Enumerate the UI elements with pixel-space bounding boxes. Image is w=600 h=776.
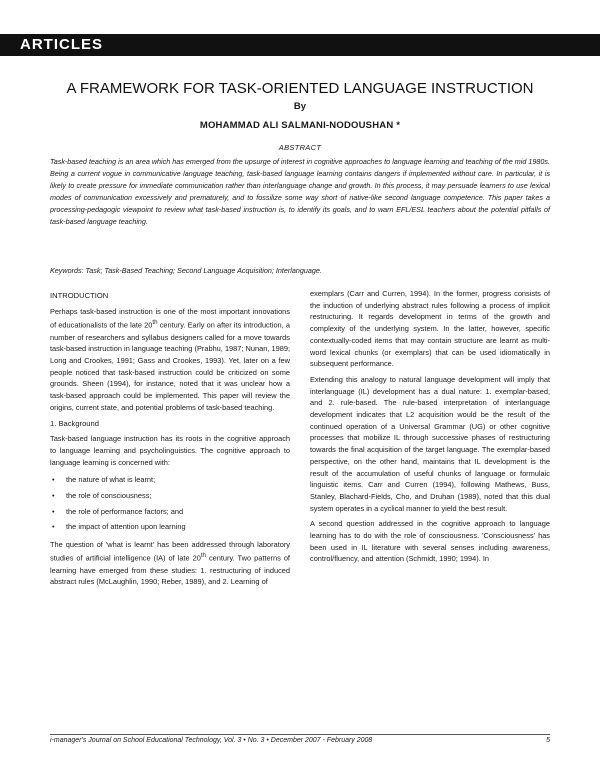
page-number: 5 <box>546 737 550 744</box>
list-item <box>50 519 290 535</box>
introduction-text-part1: Perhaps task-based instruction is one of the most important innovations of educationalists of the late 20 <box>50 306 290 330</box>
abstract-text: Task-based teaching is an area which has emerged from the upsurge of interest in cognitive approaches to language learning and teaching of the mid 1980s. Being a current vogue in communicative language teaching, task-based language learning contains dangers if implemented without care. In particular, it is likely to create pressure for immediate communication rather than interlanguage change and growth. In this process, it may persuade learners to use lexical modes of communication excessively and prematurely, and to fossilize some way short of native-like second language competence. This paper takes a processing-pedagogic viewpoint to review what task-based instruction is, to identify its goals, and to warn EFL/ESL teachers about the potential pitfalls of task-based language teaching. <box>50 157 550 226</box>
footer-divider <box>50 734 550 735</box>
article-title: A FRAMEWORK FOR TASK-ORIENTED LANGUAGE INSTRUCTION <box>66 80 534 97</box>
bullet-icon: • <box>52 522 55 532</box>
bullet-icon: • <box>52 475 55 485</box>
section-label: ARTICLES <box>20 36 103 53</box>
list-item-text: the role of consciousness; <box>66 490 152 500</box>
introduction-text-part2: century. Early on after its introduction, a number of researchers and syllabus designers called for a move towards task-based instruction in language teaching (Prabhu, 1987; Nunan, 1989; Long and Crookes, 1991; Gass and Crookes, 1993). Yet, later on a few people noticed that task-based instruction could be criticized on some grounds. Sheen (1994), for instance, noted that it was unclear how a task-based approach could be implemented. This paper will review the origins, current state, and potential problems of task-based teaching. <box>50 320 290 412</box>
list-item <box>50 472 290 488</box>
list-item-text: the role of performance factors; and <box>66 506 184 516</box>
bullet-icon: • <box>52 490 55 500</box>
what-is-learnt-text-part1: The question of 'what is learnt' has been addressed through laboratory studies of artificial intelligence (IA) of late 20 <box>50 539 290 563</box>
bullet-icon: • <box>52 506 55 516</box>
background-heading: 1. Background <box>50 418 99 428</box>
what-is-learnt-superscript: th <box>200 552 206 560</box>
cognitive-approach-list <box>50 472 290 534</box>
list-item-text: the nature of what is learnt; <box>66 475 156 485</box>
introduction-paragraph <box>50 306 290 414</box>
introduction-superscript: th <box>152 319 158 327</box>
list-item-text: the impact of attention upon learning <box>66 522 186 532</box>
list-item <box>50 504 290 520</box>
what-is-learnt-text-part2: century. Two patterns of learning have emerged from these studies: 1. restructuring of induced abstract rules (McLaughlin, 1990; Reber, 1989), and 2. Learning of <box>50 553 290 587</box>
byline-by: By <box>293 101 307 112</box>
what-is-learnt-paragraph <box>50 539 290 588</box>
interlanguage-paragraph: Extending this analogy to natural language development will imply that interlanguage (IL) development has a dual nature: 1. exemplar-based, and 2. rule-based. The rule-based interpretation of interlanguage development indicates that L2 acquisition would be the result of the continued operation of a Universal Grammar (UG) or other cognitive processes that mobilize IL through successive phases of restructuring towards the final acquisition of the target language. The exemplar-based perspective, on the other hand, maintains that IL development is the result of the accumulation of useful chunks of language or formulaic linguistic items. Carr and Curren (1994), following Mathews, Buss, Stanley, Blachard-Fields, Cho, and Druhan (1989), noted that this dual system operates in a cyclical manner to yield the best result. <box>310 374 550 513</box>
left-column <box>50 290 290 592</box>
consciousness-paragraph: A second question addressed in the cognitive approach to language learning has to do with the role of consciousness. 'Consciousness' has been used in IL literature with several senses including awareness, control/fluency, and attention (Schmidt, 1990; 1994). In <box>310 519 550 564</box>
introduction-heading: INTRODUCTION <box>50 291 109 300</box>
exemplars-paragraph: exemplars (Carr and Curren, 1994). In the former, progress consists of the induction of underlying abstract rules following a process of implicit restructuring. It regards development in terms of the growth and complexity of the underlying system. In the latter, however, specific contextually-coded items that may contain structure are learnt as multi-word lexical chunks (or exemplars) that can be used idiomatically in subsequent performance. <box>310 289 550 369</box>
background-paragraph: Task-based language instruction has its roots in the cognitive approach to language learning and psycholinguistics. The cognitive approach to language learning is concerned with: <box>50 434 290 467</box>
right-column <box>310 288 550 569</box>
abstract-heading: ABSTRACT <box>278 143 322 152</box>
list-item <box>50 488 290 504</box>
author-name: MOHAMMAD ALI SALMANI-NODOUSHAN * <box>199 120 401 131</box>
journal-citation: i-manager's Journal on School Educational Technology, Vol. 3 • No. 3 • December 2007 - February 2008 <box>50 737 373 744</box>
keywords: Keywords: Task; Task-Based Teaching; Second Language Acquisition; Interlanguage. <box>50 266 322 275</box>
